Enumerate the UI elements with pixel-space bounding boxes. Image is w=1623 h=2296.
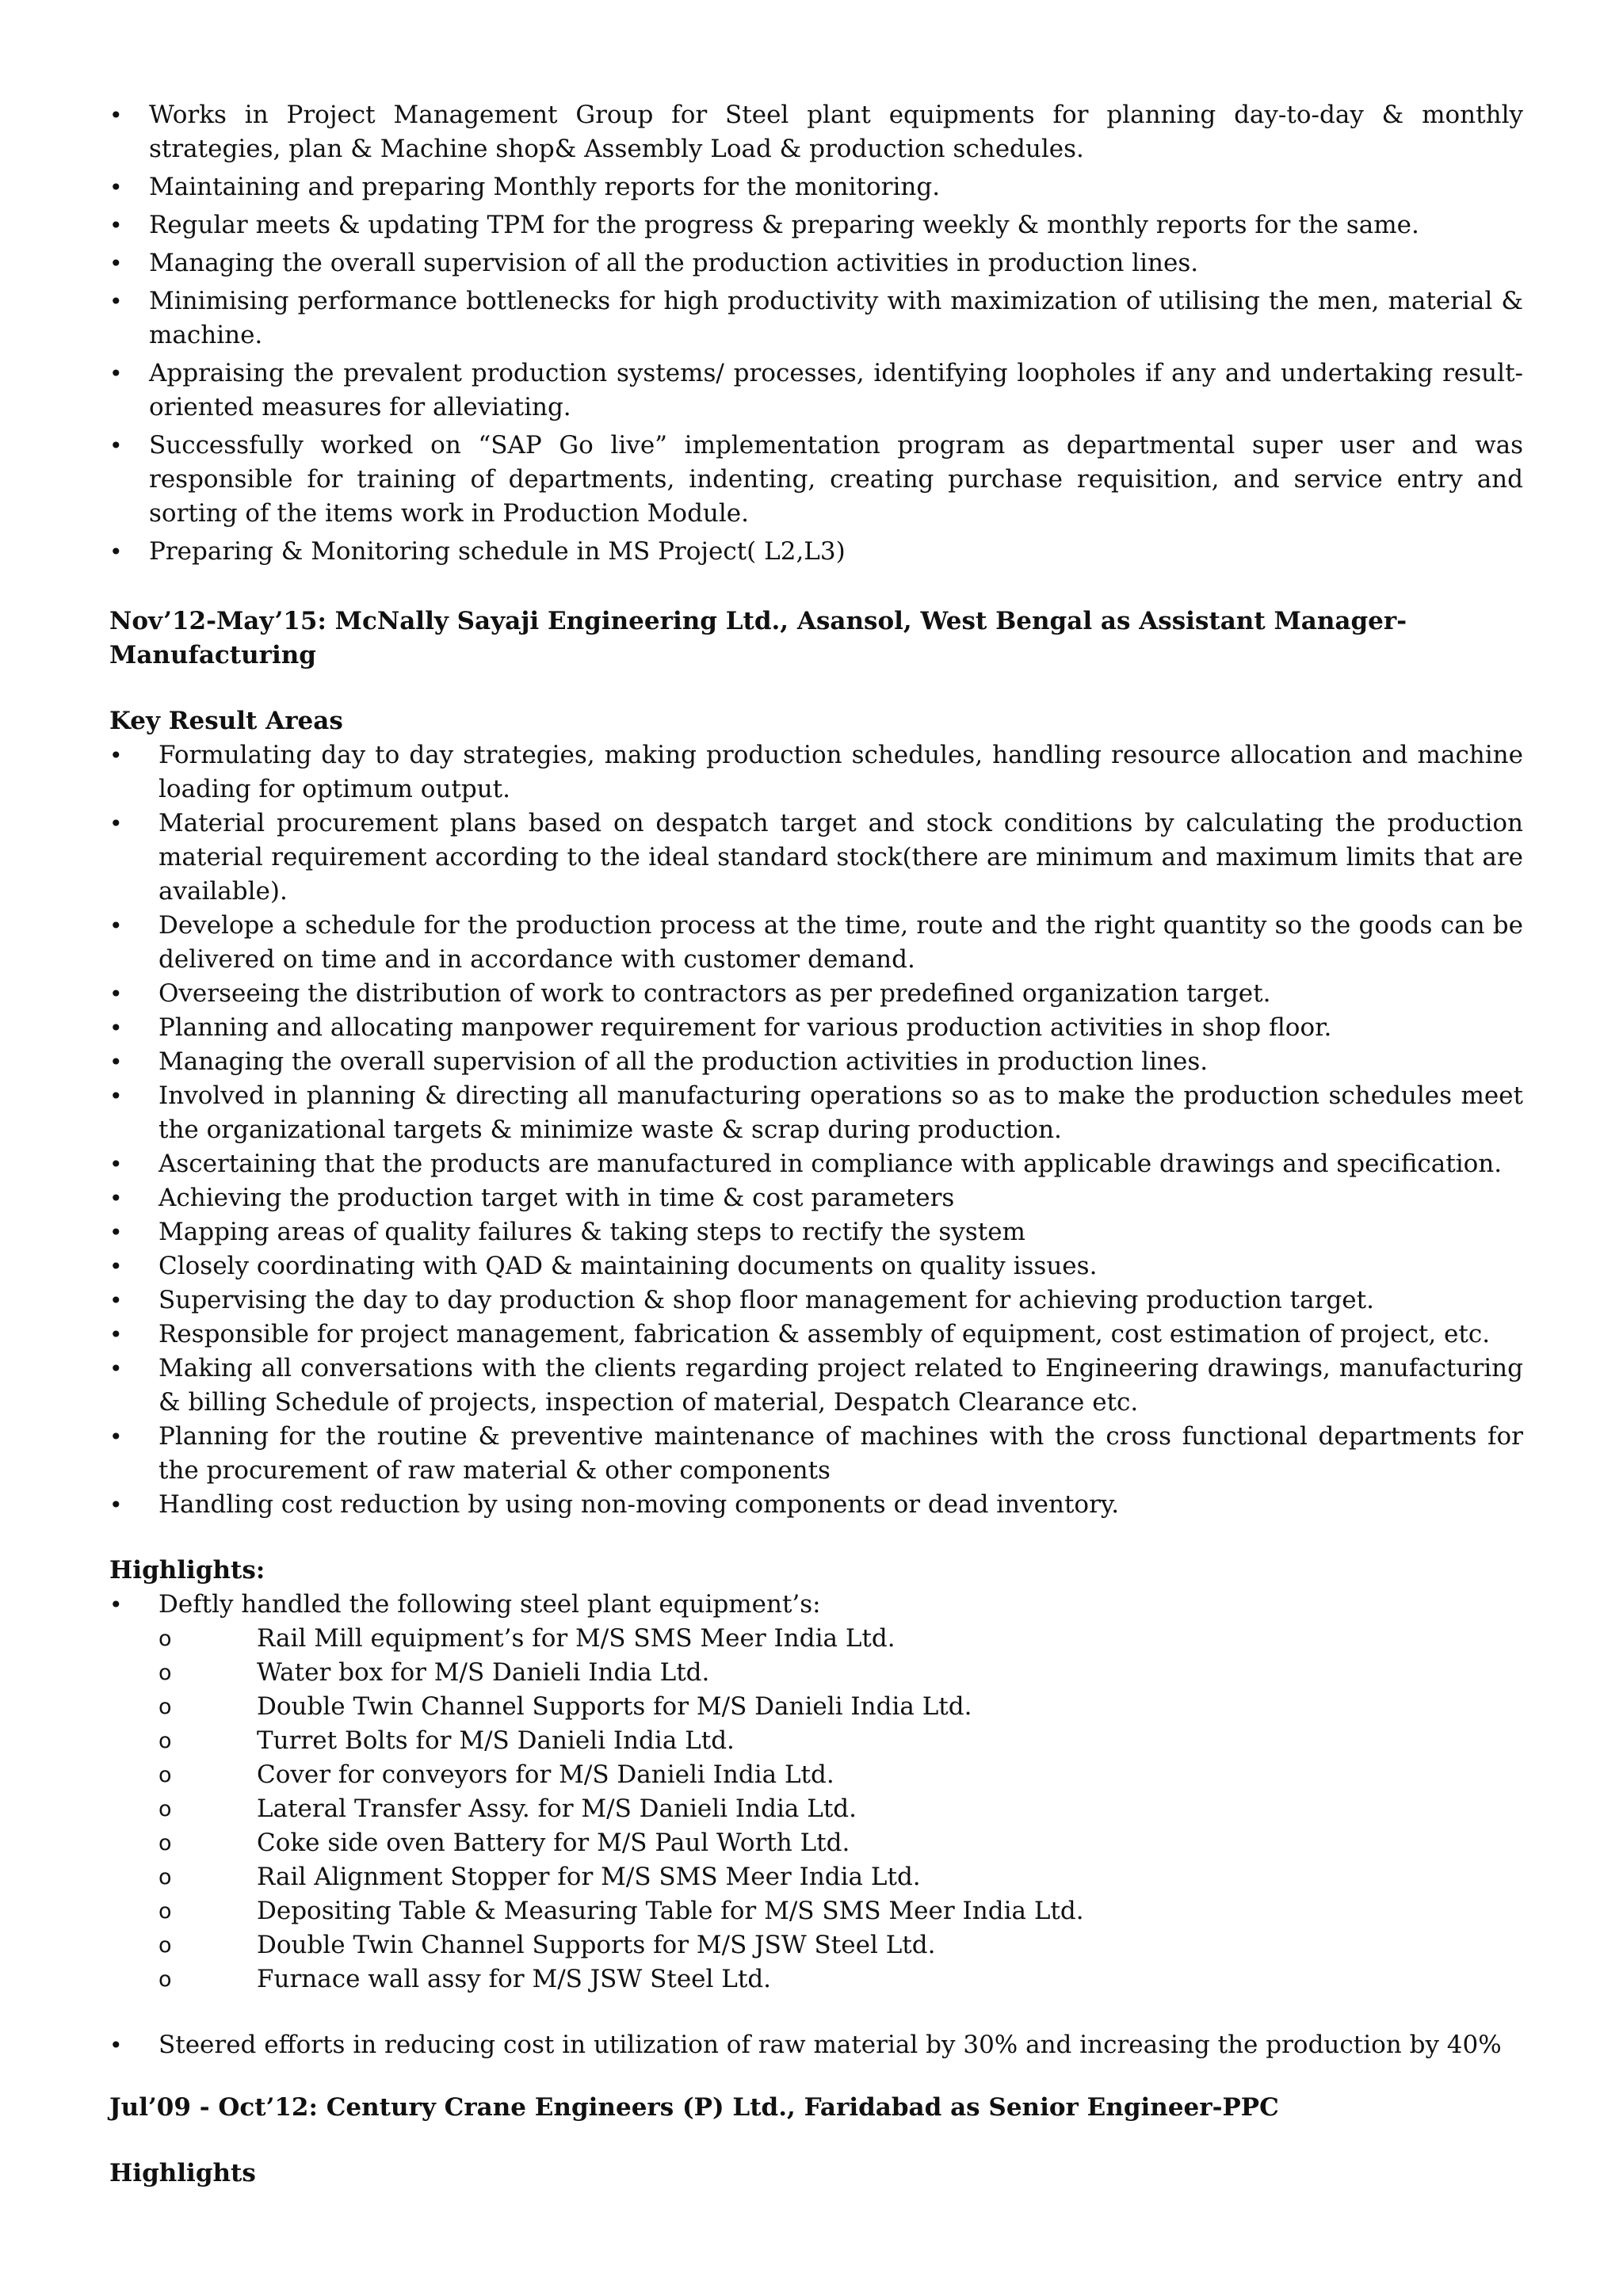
highlights-heading-century: Highlights [109, 2159, 256, 2187]
list-item: • Achieving the production target with in time & cost parameters [109, 1181, 1523, 1215]
job-title-mcnally: Nov’12-May’15: McNally Sayaji Engineering Ltd., Asansol, West Bengal as Assistant Manager-Manufacturing [109, 607, 1407, 669]
list-item: • Develope a schedule for the production process at the time, route and the right quantity so the goods can be delivered on time and in accordance with customer demand. [109, 909, 1523, 977]
sub-list-item: o Coke side oven Battery for M/S Paul Worth Ltd. [158, 1826, 1523, 1860]
list-item: • Mapping areas of quality failures & taking steps to rectify the system [109, 1215, 1523, 1249]
sub-list-item: o Double Twin Channel Supports for M/S JSW Steel Ltd. [158, 1928, 1523, 1962]
sub-list-item: o Rail Mill equipment’s for M/S SMS Meer India Ltd. [158, 1622, 1523, 1656]
list-item: • Material procurement plans based on despatch target and stock conditions by calculating the production material requirement according to the ideal standard stock(there are minimum and maximum limits that are available). [109, 807, 1523, 909]
job-title-century-crane: Jul’09 - Oct’12: Century Crane Engineers (P) Ltd., Faridabad as Senior Engineer-PPC [109, 2093, 1279, 2122]
sub-list-item: o Lateral Transfer Assy. for M/S Danieli India Ltd. [158, 1792, 1523, 1826]
list-item: • Overseeing the distribution of work to contractors as per predefined organization target. [109, 977, 1523, 1011]
sub-list-item: o Double Twin Channel Supports for M/S Danieli India Ltd. [158, 1690, 1523, 1724]
key-result-areas-heading: Key Result Areas [109, 707, 343, 735]
equipment-sublist [158, 1622, 1523, 1997]
sub-list-item: o Water box for M/S Danieli India Ltd. [158, 1656, 1523, 1690]
highlights-list [109, 1588, 1523, 1622]
list-item: • Making all conversations with the clients regarding project related to Engineering drawings, manufacturing & billing Schedule of projects, inspection of material, Despatch Clearance etc. [109, 1352, 1523, 1420]
list-item: • Successfully worked on “SAP Go live” implementation program as departmental super user and was responsible for training of departments, indenting, creating purchase requisition, and service entry and sorting of the items work in Production Module. [109, 429, 1523, 531]
resume-page [109, 98, 1523, 2191]
list-item: • Formulating day to day strategies, making production schedules, handling resource allocation and machine loading for optimum output. [109, 738, 1523, 807]
responsibilities-list [109, 98, 1523, 569]
highlights-list-continued [109, 2028, 1523, 2062]
list-item: • Steered efforts in reducing cost in utilization of raw material by 30% and increasing the production by 40% [109, 2028, 1523, 2062]
list-item: • Deftly handled the following steel plant equipment’s: [109, 1588, 1523, 1622]
list-item: • Preparing & Monitoring schedule in MS Project( L2,L3) [109, 535, 1523, 569]
list-item: • Managing the overall supervision of all the production activities in production lines. [109, 1045, 1523, 1079]
list-item: • Works in Project Management Group for Steel plant equipments for planning day-to-day & monthly strategies, plan & Machine shop& Assembly Load & production schedules. [109, 98, 1523, 166]
list-item: • Managing the overall supervision of all the production activities in production lines. [109, 246, 1523, 280]
list-item: • Involved in planning & directing all manufacturing operations so as to make the production schedules meet the organizational targets & minimize waste & scrap during production. [109, 1079, 1523, 1147]
list-item: • Handling cost reduction by using non-moving components or dead inventory. [109, 1488, 1523, 1522]
sub-list-item: o Furnace wall assy for M/S JSW Steel Ltd. [158, 1962, 1523, 1997]
list-item: • Ascertaining that the products are manufactured in compliance with applicable drawings and specification. [109, 1147, 1523, 1181]
key-result-areas-list [109, 738, 1523, 1522]
sub-list-item: o Rail Alignment Stopper for M/S SMS Meer India Ltd. [158, 1860, 1523, 1894]
list-item: • Planning and allocating manpower requirement for various production activities in shop floor. [109, 1011, 1523, 1045]
sub-list-item: o Turret Bolts for M/S Danieli India Ltd. [158, 1724, 1523, 1758]
list-item: • Regular meets & updating TPM for the progress & preparing weekly & monthly reports for the same. [109, 208, 1523, 242]
list-item: • Closely coordinating with QAD & maintaining documents on quality issues. [109, 1249, 1523, 1283]
highlights-heading: Highlights: [109, 1556, 265, 1585]
list-item: • Minimising performance bottlenecks for high productivity with maximization of utilising the men, material & machine. [109, 284, 1523, 353]
sub-list-item: o Cover for conveyors for M/S Danieli India Ltd. [158, 1758, 1523, 1792]
list-item: • Supervising the day to day production & shop floor management for achieving production target. [109, 1283, 1523, 1318]
sub-list-item: o Depositing Table & Measuring Table for M/S SMS Meer India Ltd. [158, 1894, 1523, 1928]
list-item: • Planning for the routine & preventive maintenance of machines with the cross functional departments for the procurement of raw material & other components [109, 1420, 1523, 1488]
list-item: • Appraising the prevalent production systems/ processes, identifying loopholes if any and undertaking result-oriented measures for alleviating. [109, 357, 1523, 425]
list-item: • Responsible for project management, fabrication & assembly of equipment, cost estimation of project, etc. [109, 1318, 1523, 1352]
list-item: • Maintaining and preparing Monthly reports for the monitoring. [109, 170, 1523, 204]
